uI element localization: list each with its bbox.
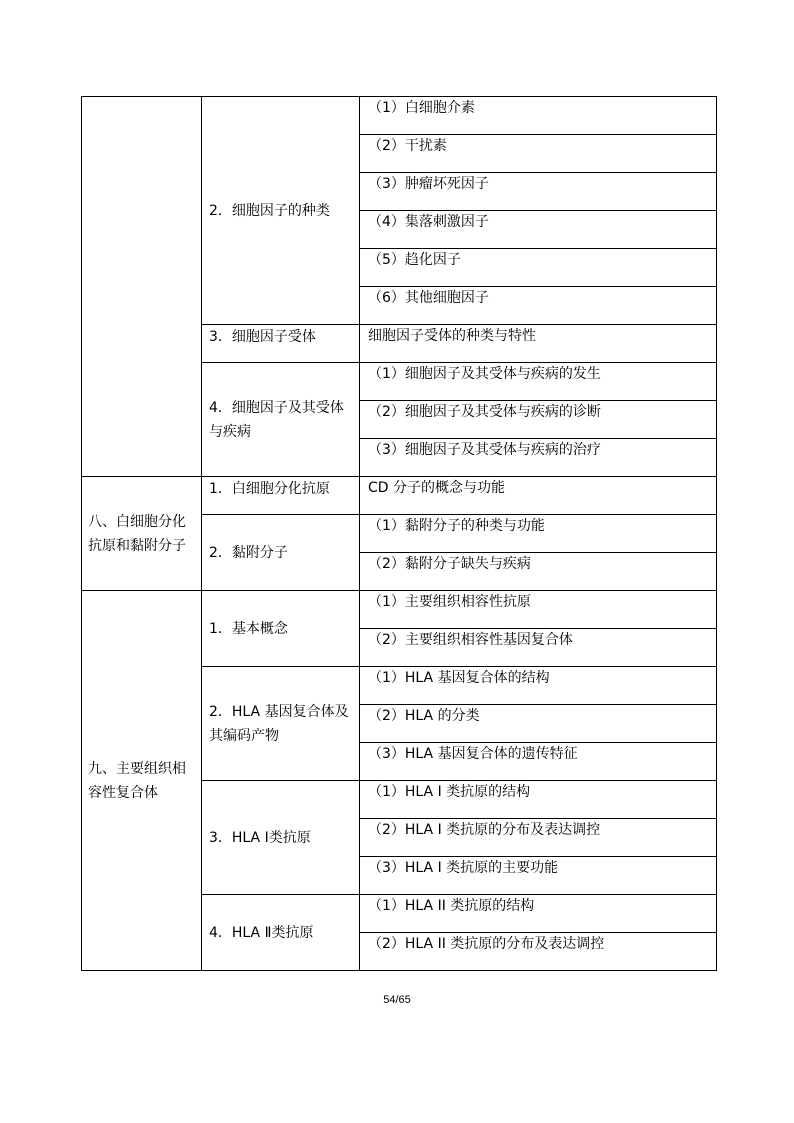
unit-cell: 2．HLA 基因复合体及其编码产物 xyxy=(202,667,360,781)
point-cell: （3）HLA I 类抗原的主要功能 xyxy=(360,857,717,895)
point-cell: （3）肿瘤坏死因子 xyxy=(360,173,717,211)
point-cell: （2）HLA 的分类 xyxy=(360,705,717,743)
point-cell: （1）HLA I 类抗原的结构 xyxy=(360,781,717,819)
point-cell: （2）干扰素 xyxy=(360,135,717,173)
point-cell: （2）主要组织相容性基因复合体 xyxy=(360,629,717,667)
unit-cell: 2．细胞因子的种类 xyxy=(202,97,360,325)
point-cell: （2）黏附分子缺失与疾病 xyxy=(360,553,717,591)
chapter-cell: 九、主要组织相容性复合体 xyxy=(82,591,202,971)
point-cell: （1）白细胞介素 xyxy=(360,97,717,135)
chapter-cell: 八、白细胞分化抗原和黏附分子 xyxy=(82,477,202,591)
point-cell: （5）趋化因子 xyxy=(360,249,717,287)
table-row xyxy=(82,477,717,515)
unit-cell: 4．HLA Ⅱ类抗原 xyxy=(202,895,360,971)
point-cell: （2）细胞因子及其受体与疾病的诊断 xyxy=(360,401,717,439)
unit-cell: 3．HLA Ⅰ类抗原 xyxy=(202,781,360,895)
point-cell: （1）HLA 基因复合体的结构 xyxy=(360,667,717,705)
point-cell: 细胞因子受体的种类与特性 xyxy=(360,325,717,363)
unit-cell: 1．白细胞分化抗原 xyxy=(202,477,360,515)
table-row xyxy=(82,591,717,629)
outline-table-body xyxy=(82,97,717,971)
point-cell: （2）HLA I 类抗原的分布及表达调控 xyxy=(360,819,717,857)
point-cell: （6）其他细胞因子 xyxy=(360,287,717,325)
unit-cell: 2．黏附分子 xyxy=(202,515,360,591)
point-cell: （2）HLA II 类抗原的分布及表达调控 xyxy=(360,933,717,971)
page-number: 54/65 xyxy=(383,994,411,1006)
unit-cell: 1．基本概念 xyxy=(202,591,360,667)
point-cell: （1）细胞因子及其受体与疾病的发生 xyxy=(360,363,717,401)
point-cell: （1）HLA II 类抗原的结构 xyxy=(360,895,717,933)
point-cell: CD 分子的概念与功能 xyxy=(360,477,717,515)
point-cell: （4）集落刺激因子 xyxy=(360,211,717,249)
point-cell: （3）HLA 基因复合体的遗传特征 xyxy=(360,743,717,781)
point-cell: （3）细胞因子及其受体与疾病的治疗 xyxy=(360,439,717,477)
point-cell: （1）黏附分子的种类与功能 xyxy=(360,515,717,553)
chapter-cell xyxy=(82,97,202,477)
unit-cell: 4．细胞因子及其受体与疾病 xyxy=(202,363,360,477)
exam-outline-table xyxy=(81,96,717,971)
point-cell: （1）主要组织相容性抗原 xyxy=(360,591,717,629)
unit-cell: 3．细胞因子受体 xyxy=(202,325,360,363)
table-row xyxy=(82,97,717,135)
